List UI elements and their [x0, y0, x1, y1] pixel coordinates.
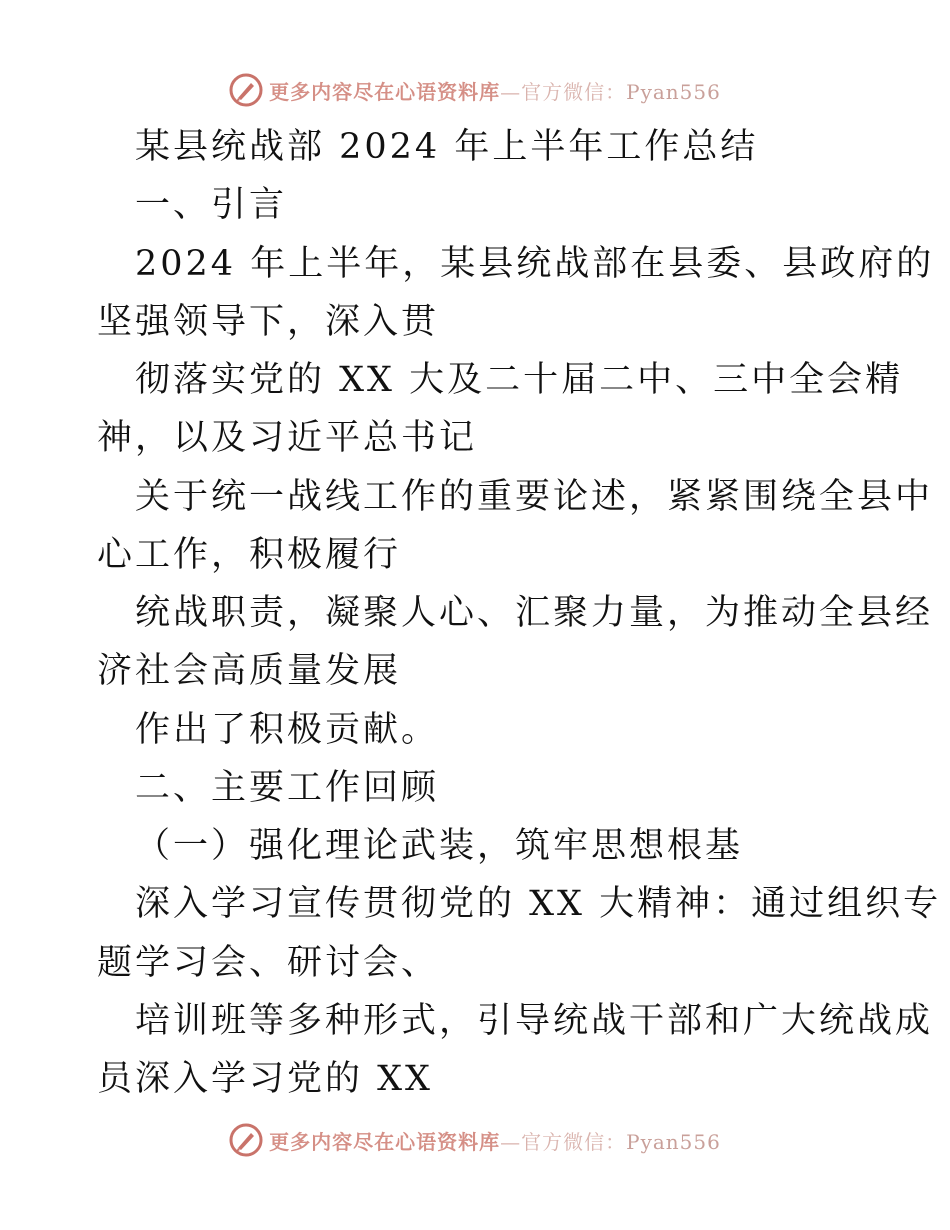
watermark-wechat-id: Pyan556 — [626, 1129, 721, 1154]
subsection-heading: （一）强化理论武装，筑牢思想根基 — [135, 826, 744, 866]
watermark-text — [269, 76, 721, 105]
paragraph-line: 题学习会、研讨会、 — [97, 943, 440, 983]
paragraph-line: 统战职责，凝聚人心、汇聚力量，为推动全县经 — [135, 593, 934, 633]
quill-pen-circle-icon — [229, 73, 263, 107]
paragraph-line: 作出了积极贡献。 — [135, 710, 440, 750]
paragraph-line: 深入学习宣传贯彻党的 XX 大精神：通过组织专 — [135, 884, 942, 924]
paragraph-line: 济社会高质量发展 — [97, 651, 402, 691]
watermark-wechat-label: 官方微信： — [521, 79, 627, 104]
section-heading: 一、引言 — [135, 185, 288, 225]
watermark-wechat-label: 官方微信： — [521, 1129, 627, 1154]
document-title: 某县统战部 2024 年上半年工作总结 — [135, 127, 759, 167]
watermark-separator: — — [500, 1129, 522, 1154]
watermark-wechat-id: Pyan556 — [626, 79, 721, 104]
paragraph-line: 关于统一战线工作的重要论述，紧紧围绕全县中 — [135, 477, 934, 517]
paragraph-line: 员深入学习党的 XX — [97, 1059, 433, 1099]
quill-pen-circle-icon — [229, 1123, 263, 1157]
paragraph-line: 培训班等多种形式，引导统战干部和广大统战成 — [135, 1001, 934, 1041]
watermark-text — [269, 1126, 721, 1155]
watermark-separator: — — [500, 79, 522, 104]
paragraph-line: 2024 年上半年，某县统战部在县委、县政府的 — [135, 244, 935, 284]
paragraph-line: 坚强领导下，深入贯 — [97, 302, 440, 342]
section-heading: 二、主要工作回顾 — [135, 768, 440, 808]
paragraph-line: 心工作，积极履行 — [97, 535, 402, 575]
paragraph-line: 彻落实党的 XX 大及二十届二中、三中全会精 — [135, 360, 904, 400]
paragraph-line: 神，以及习近平总书记 — [97, 418, 478, 458]
watermark-banner-bottom — [0, 1120, 950, 1160]
watermark-brand: 更多内容尽在心语资料库 — [269, 79, 501, 104]
watermark-brand: 更多内容尽在心语资料库 — [269, 1129, 501, 1154]
watermark-banner-top — [0, 70, 950, 110]
